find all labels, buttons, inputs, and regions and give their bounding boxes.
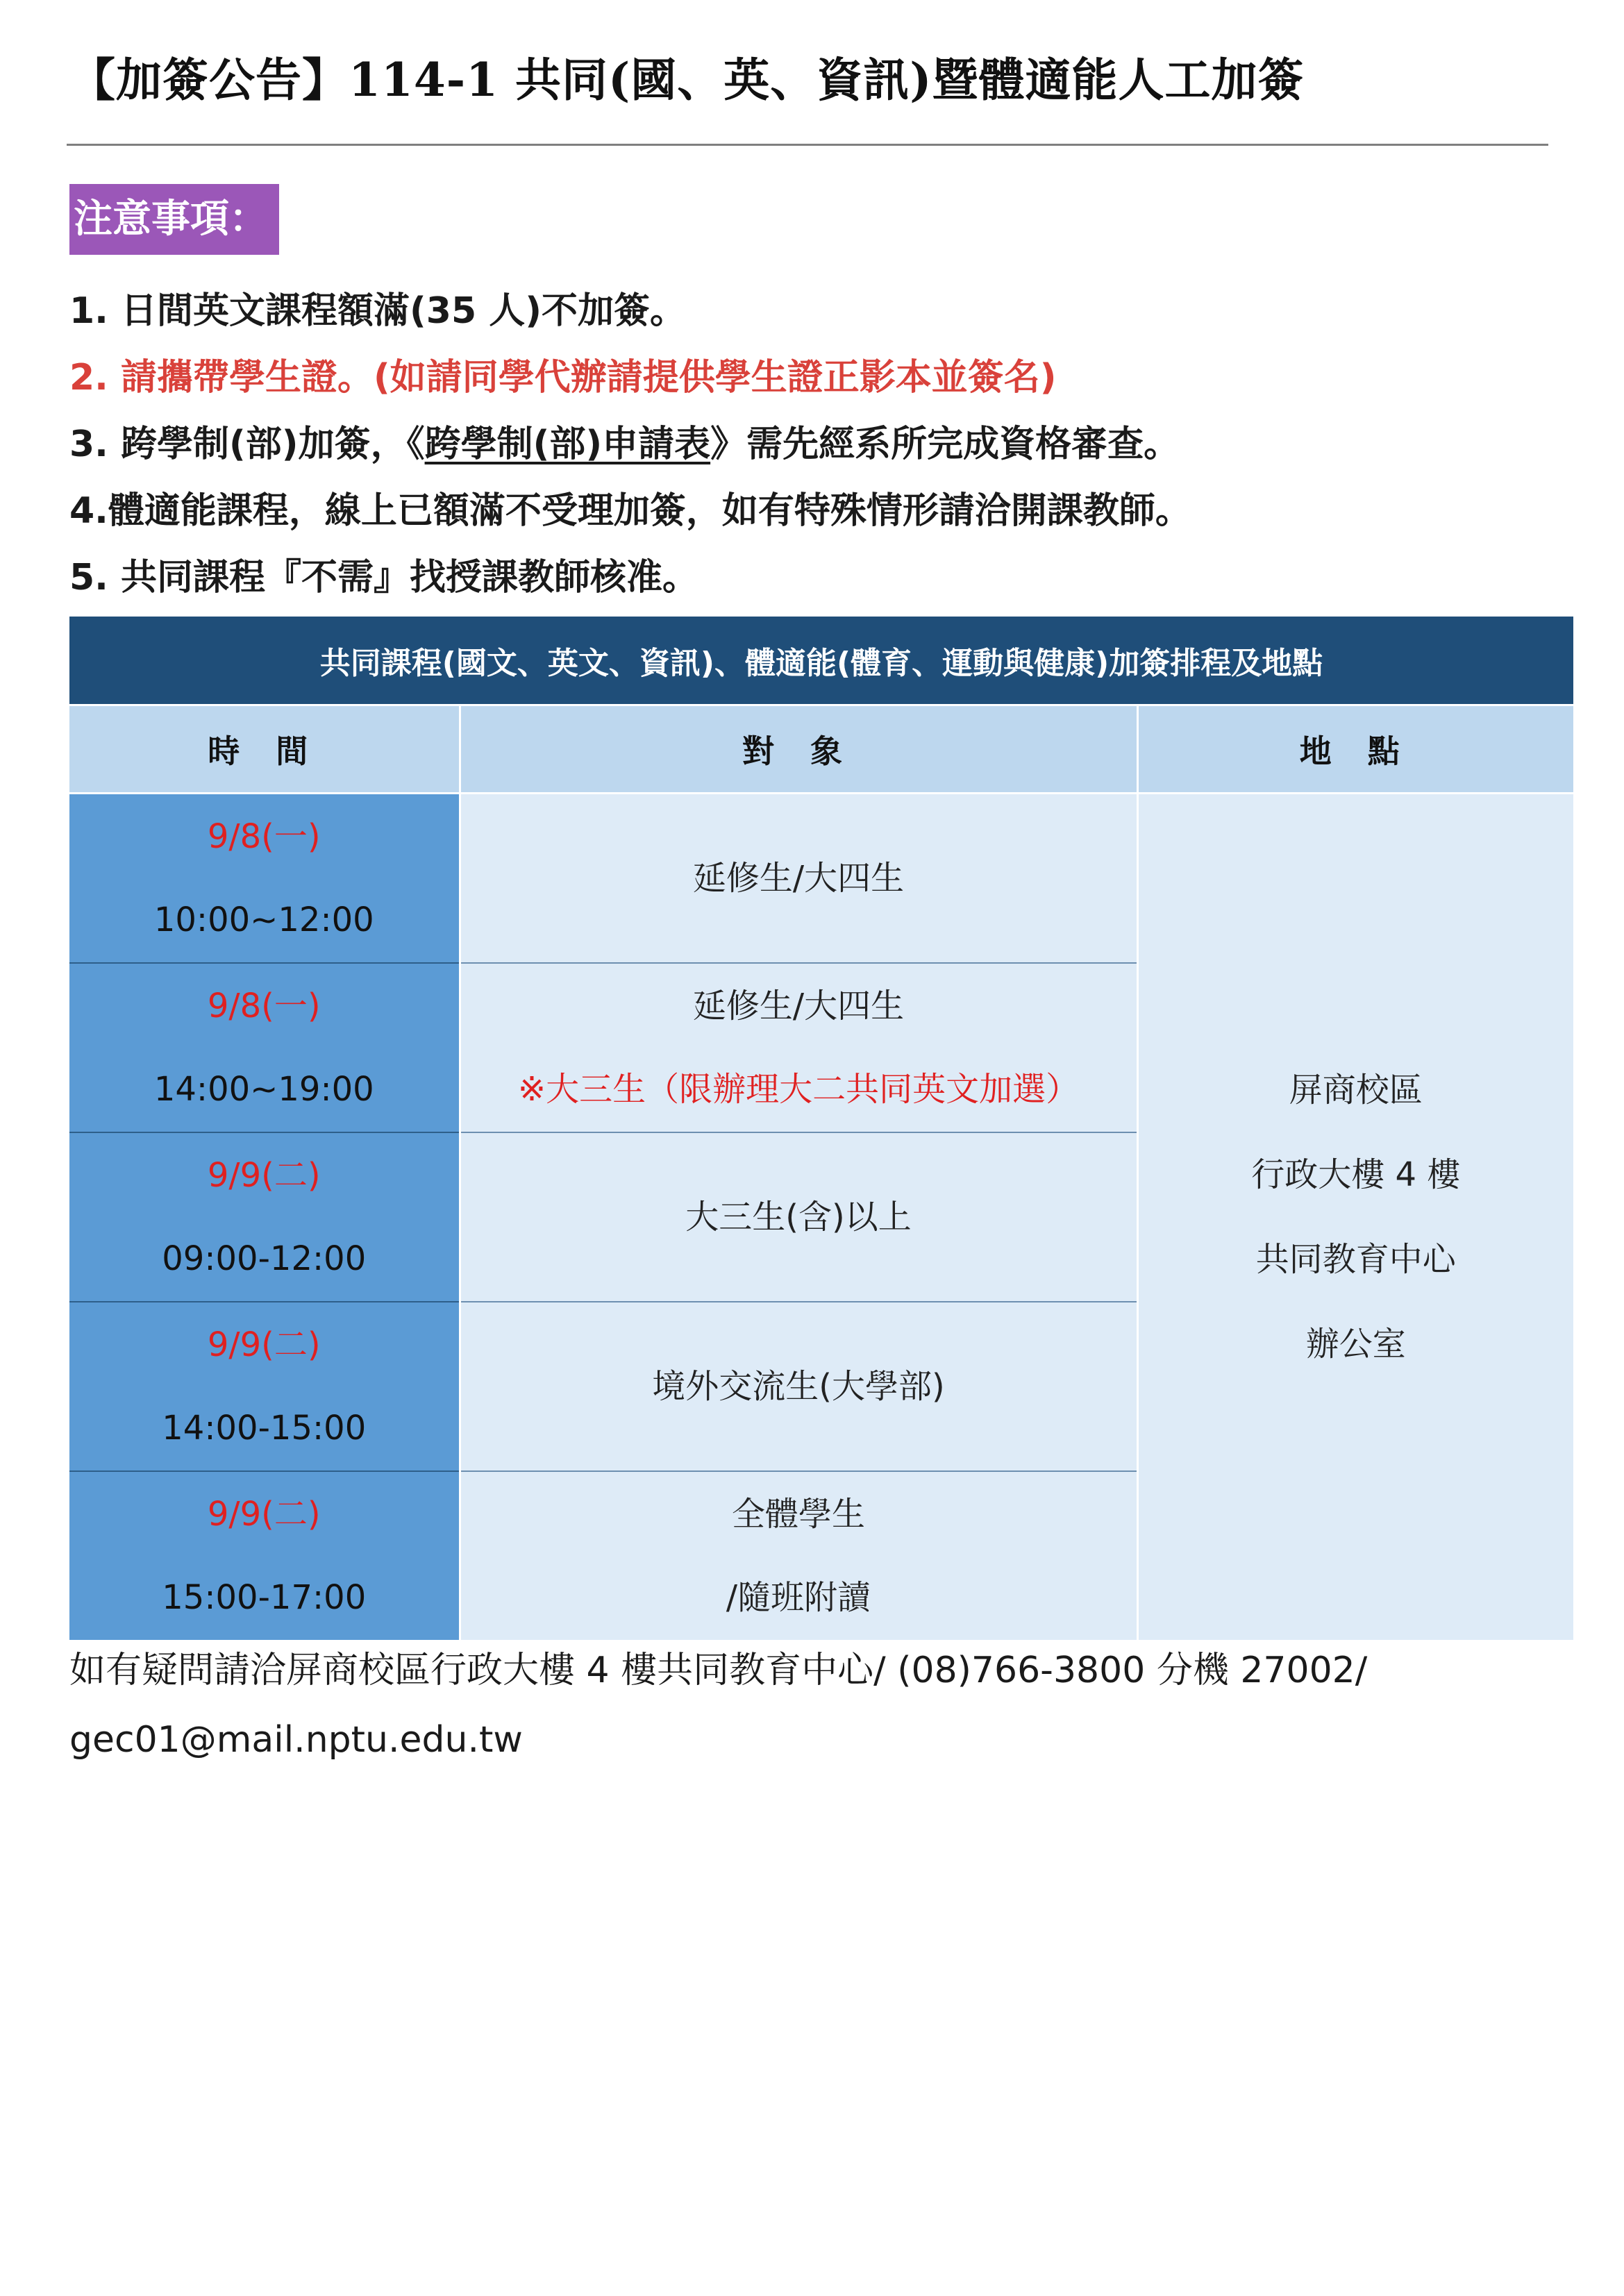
session-hours: 09:00-12:00 bbox=[162, 1239, 367, 1278]
time-cell bbox=[69, 1471, 460, 1640]
target-text: 全體學生 bbox=[731, 1495, 865, 1534]
table-row bbox=[69, 794, 1573, 964]
session-date: 9/9(二) bbox=[207, 1156, 321, 1195]
target-text: 大三生(含)以上 bbox=[685, 1198, 912, 1237]
page-title: 【加簽公告】114-1 共同(國、英、資訊)暨體適能人工加簽 bbox=[69, 53, 1305, 107]
time-cell bbox=[69, 1132, 460, 1302]
session-date: 9/8(一) bbox=[207, 817, 321, 856]
schedule-table bbox=[69, 617, 1573, 1640]
target-text: 延修生/大四生 bbox=[692, 859, 905, 898]
notice-item-4: 4.體適能課程，線上已額滿不受理加簽，如有特殊情形請洽開課教師。 bbox=[69, 490, 1191, 532]
notice-badge: 注意事項： bbox=[69, 184, 279, 255]
contact-line: 如有疑問請洽屏商校區行政大樓 4 樓共同教育中心/ (08)766-3800 分機 27002/ bbox=[69, 1650, 1368, 1691]
cross-system-form-link[interactable]: 跨學制(部)申請表 bbox=[424, 424, 711, 465]
time-cell bbox=[69, 1302, 460, 1471]
target-cell bbox=[460, 1471, 1137, 1640]
session-date: 9/8(一) bbox=[207, 987, 321, 1025]
title-divider bbox=[67, 144, 1548, 146]
notice-item-2: 2. 請攜帶學生證。(如請同學代辦請提供學生證正影本並簽名) bbox=[69, 357, 1057, 399]
schedule-caption: 共同課程(國文、英文、資訊)、體適能(體育、運動與健康)加簽排程及地點 bbox=[69, 617, 1573, 705]
time-cell bbox=[69, 963, 460, 1132]
target-text: 境外交流生(大學部) bbox=[652, 1367, 945, 1406]
location-line: 屏商校區 bbox=[1289, 1071, 1423, 1109]
session-hours: 10:00~12:00 bbox=[153, 900, 374, 939]
session-hours: 14:00~19:00 bbox=[153, 1070, 374, 1109]
notice-item-3-prefix: 3. 跨學制(部)加簽，《 bbox=[69, 424, 425, 465]
column-header-target: 對 象 bbox=[460, 705, 1137, 794]
target-cell bbox=[460, 963, 1137, 1132]
target-text: 延修生/大四生 bbox=[692, 987, 905, 1025]
contact-info bbox=[69, 1636, 1569, 1775]
contact-email[interactable]: gec01@mail.nptu.edu.tw bbox=[69, 1719, 523, 1761]
location-line: 辦公室 bbox=[1305, 1325, 1406, 1364]
session-hours: 15:00-17:00 bbox=[162, 1578, 367, 1617]
location-line: 行政大樓 4 樓 bbox=[1251, 1155, 1461, 1194]
session-date: 9/9(二) bbox=[207, 1325, 321, 1364]
location-line: 共同教育中心 bbox=[1255, 1240, 1456, 1279]
notice-item-5: 5. 共同課程『不需』找授課教師核准。 bbox=[69, 557, 699, 598]
location-cell bbox=[1137, 794, 1573, 1641]
target-cell bbox=[460, 794, 1137, 964]
notice-item-3-suffix: 》需先經系所完成資格審查。 bbox=[710, 424, 1180, 465]
notice-list bbox=[69, 278, 1191, 611]
time-cell bbox=[69, 794, 460, 964]
target-note: ※大三生（限辦理大二共同英文加選） bbox=[517, 1070, 1080, 1109]
session-hours: 14:00-15:00 bbox=[162, 1409, 367, 1448]
session-date: 9/9(二) bbox=[207, 1495, 321, 1534]
target-text: /隨班附讀 bbox=[726, 1578, 871, 1617]
column-header-location: 地 點 bbox=[1137, 705, 1573, 794]
notice-item-1: 1. 日間英文課程額滿(35 人)不加簽。 bbox=[69, 290, 687, 332]
notice-item-3 bbox=[69, 411, 1191, 478]
target-cell bbox=[460, 1132, 1137, 1302]
column-header-time: 時 間 bbox=[69, 705, 460, 794]
target-cell bbox=[460, 1302, 1137, 1471]
